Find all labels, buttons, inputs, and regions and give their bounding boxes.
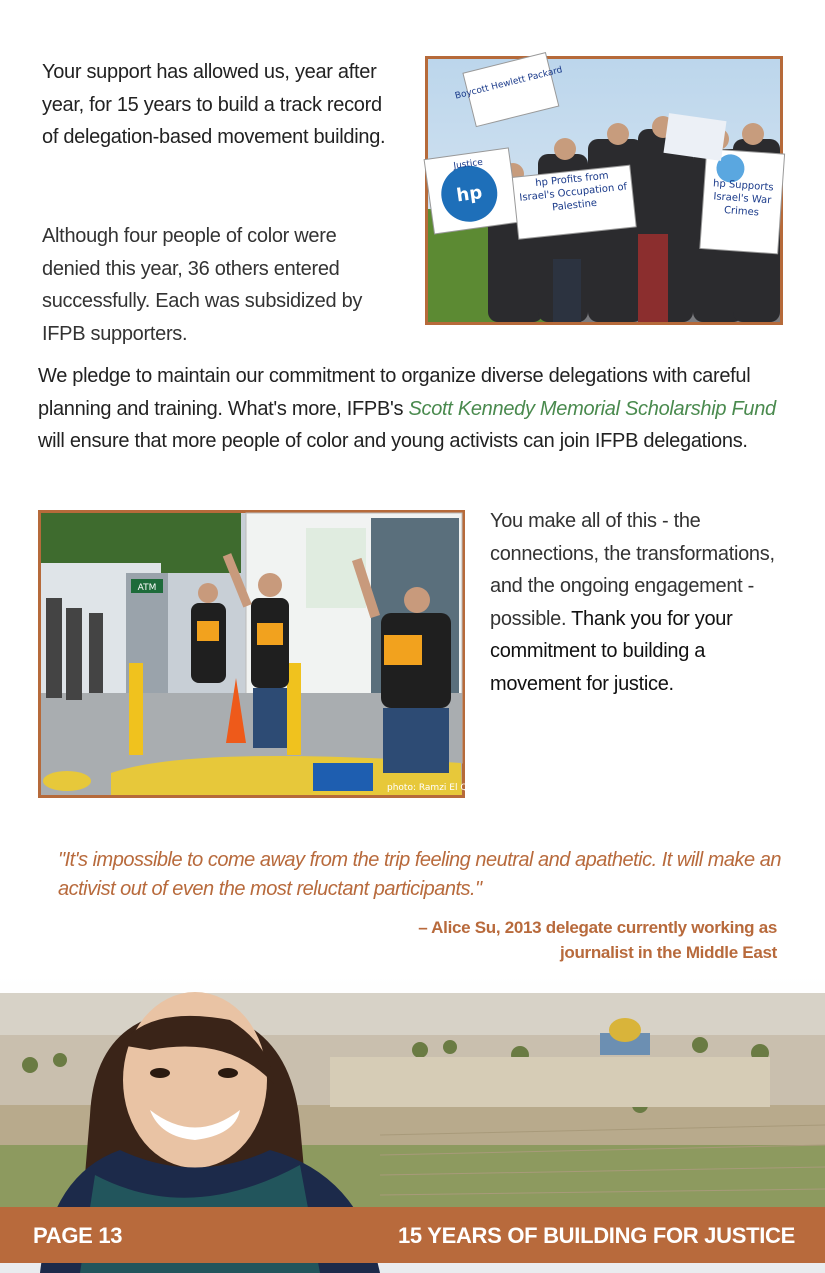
- page-number: PAGE 13: [33, 1223, 123, 1248]
- intro-paragraph-2: Although four people of color were denied this year, 36 others entered successfully. Each was subsidized by IFPB supporters.: [42, 225, 363, 345]
- sign-justice: Justice: [452, 157, 484, 172]
- pull-quote: "It's impossible to come away from the trip feeling neutral and apathetic. It will make an activist out of even the most reluctant participants.": [58, 849, 781, 900]
- intro-paragraph-1: Your support has allowed us, year after year, for 15 years to build a track record of delegation-based movement building.: [42, 61, 386, 148]
- atm-label: ATM: [137, 583, 157, 593]
- pledge-paragraph: [38, 360, 798, 458]
- publication-title: 15 YEARS OF BUILDING FOR JUSTICE: [397, 1223, 795, 1248]
- sign-profits: hp Profits from Israel's Occupation of Palestine: [518, 170, 628, 214]
- pledge-text-before: We pledge to maintain our commitment to organize diverse delegations with careful planning and training. What's more, IFPB's: [38, 365, 751, 420]
- sign-war-crimes: hp Supports Israel's War Crimes: [712, 178, 774, 219]
- quote-attribution: – Alice Su, 2013 delegate currently working as journalist in the Middle East: [418, 918, 777, 962]
- thanks-text-bold: Thank you for your commitment to building a movement for justice.: [490, 607, 733, 695]
- footer-bar: [0, 1207, 825, 1263]
- scholarship-fund-name: Scott Kennedy Memorial Scholarship Fund: [408, 397, 776, 420]
- thanks-paragraph: [490, 505, 790, 700]
- svg-text:hp: hp: [455, 182, 484, 207]
- checkpoint-photo: [38, 510, 482, 798]
- sign-boycott: Boycott Hewlett Packard: [454, 65, 564, 102]
- protest-photo: [425, 56, 783, 325]
- pledge-text-after: will ensure that more people of color and young activists can join IFPB delegations.: [38, 430, 748, 452]
- thanks-text-light: You make all of this - the connections, the transformations, and the ongoing engagement - possible.: [490, 510, 775, 630]
- photo-credit: photo: Ramzi El Qare: [387, 783, 482, 793]
